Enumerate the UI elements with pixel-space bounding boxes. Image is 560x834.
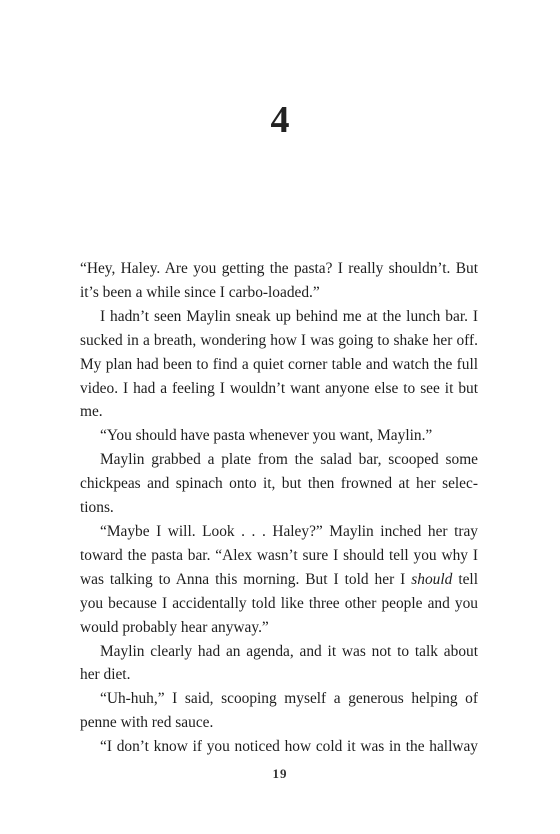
paragraph-text: tell you because I accidentally told like three other people and you would probably hear anyway.”	[80, 570, 478, 636]
paragraph	[80, 735, 478, 759]
paragraph	[80, 424, 478, 448]
paragraph	[80, 687, 478, 735]
page-number: 19	[272, 766, 288, 781]
paragraph-text: “Uh-huh,” I said, scooping myself a generous helping of penne with red sauce.	[80, 690, 478, 732]
emphasis-text: should	[411, 570, 453, 588]
paragraph-text: “I don’t know if you noticed how cold it was in the hallway	[100, 738, 478, 756]
chapter-number: 4	[270, 99, 290, 141]
paragraph	[80, 257, 478, 305]
paragraph-text: Maylin grabbed a plate from the salad bar, scooped some chickpeas and spinach onto it, but then frowned at her selections.	[80, 451, 478, 517]
paragraph	[80, 640, 478, 688]
paragraph-text: Maylin clearly had an agenda, and it was not to talk about her diet.	[80, 642, 478, 684]
paragraph-text: “You should have pasta whenever you want, Maylin.”	[100, 427, 433, 445]
paragraph-text: “Hey, Haley. Are you getting the pasta? I really shouldn’t. But it’s been a while since I carbo-loaded.”	[80, 260, 478, 301]
paragraph	[80, 305, 478, 425]
paragraph-text: “Maybe I will. Look . . . Haley?” Maylin inched her tray toward the pasta bar. “Alex wasn’t sure I should tell you why I was talking to Anna this morning. But I told her I	[80, 522, 478, 588]
body-text	[80, 257, 478, 759]
paragraph-text: I hadn’t seen Maylin sneak up behind me at the lunch bar. I sucked in a breath, wondering how I was going to shake her off. My plan had been to find a quiet corner table and watch the full video. I had a feeling I wouldn’t want anyone else to see it but me.	[80, 307, 478, 421]
paragraph	[80, 520, 478, 640]
paragraph	[80, 448, 478, 520]
